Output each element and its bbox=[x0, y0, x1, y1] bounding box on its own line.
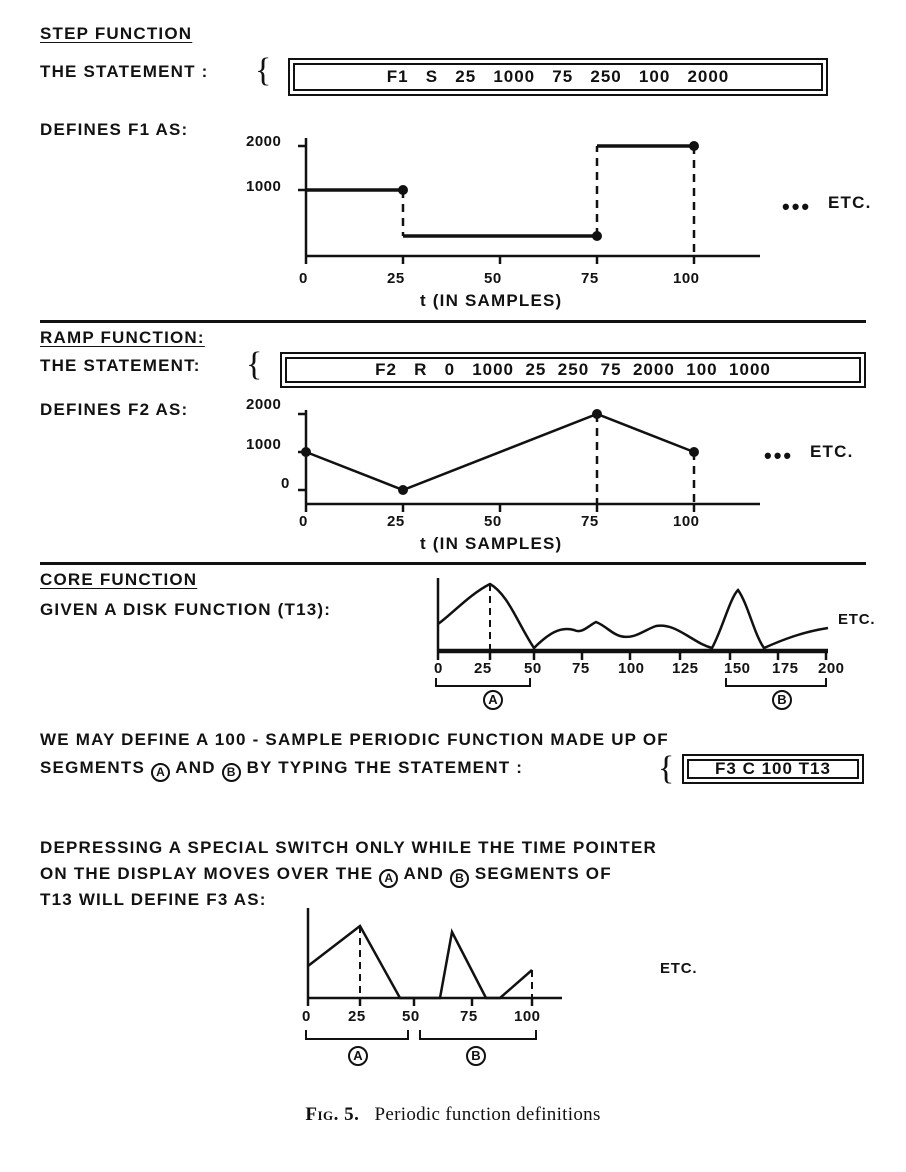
figure-caption-text: Periodic function definitions bbox=[374, 1104, 601, 1125]
ramp-xtick-25: 25 bbox=[387, 513, 405, 530]
disk-segment-a-badge: A bbox=[483, 690, 503, 710]
ramp-etc-dots: ••• bbox=[764, 443, 794, 468]
disk-xtick-100: 100 bbox=[618, 660, 645, 677]
disk-xtick-0: 0 bbox=[434, 660, 443, 677]
step-xtick-0: 0 bbox=[299, 270, 308, 287]
disk-xtick-75: 75 bbox=[572, 660, 590, 677]
step-xtick-25: 25 bbox=[387, 270, 405, 287]
step-defines-label: DEFINES F1 AS: bbox=[40, 120, 189, 139]
ramp-xtick-0: 0 bbox=[299, 513, 308, 530]
core-brace: { bbox=[658, 750, 675, 787]
core-segment-b-badge: B bbox=[222, 763, 241, 782]
core-segment-a-badge: A bbox=[151, 763, 170, 782]
core-switch-segment-b-badge: B bbox=[450, 869, 469, 888]
step-ytick-2000: 2000 bbox=[246, 133, 282, 150]
core-switch-line3: T13 WILL DEFINE F3 AS: bbox=[40, 890, 267, 909]
step-etc-label: ETC. bbox=[828, 193, 872, 212]
step-function-heading: STEP FUNCTION bbox=[40, 24, 193, 43]
step-xaxis-label: t (IN SAMPLES) bbox=[420, 291, 563, 310]
ramp-brace: { bbox=[246, 346, 263, 383]
step-brace: { bbox=[255, 52, 272, 89]
f3-xtick-50: 50 bbox=[402, 1008, 420, 1025]
core-switch-line2 bbox=[40, 864, 612, 888]
f3-xtick-25: 25 bbox=[348, 1008, 366, 1025]
step-statement-text: F1 S 25 1000 75 250 100 2000 bbox=[386, 67, 730, 86]
f3-segment-braces bbox=[300, 1030, 620, 1048]
core-given-label: GIVEN A DISK FUNCTION (T13): bbox=[40, 600, 332, 619]
figure-caption-label: Fig. 5. bbox=[305, 1104, 360, 1125]
ramp-statement-text: F2 R 0 1000 25 250 75 2000 100 1000 bbox=[375, 360, 771, 379]
disk-xtick-125: 125 bbox=[672, 660, 699, 677]
disk-xtick-150: 150 bbox=[724, 660, 751, 677]
ramp-statement-label: THE STATEMENT: bbox=[40, 356, 201, 375]
ramp-defines-label: DEFINES F2 AS: bbox=[40, 400, 189, 419]
step-ytick-1000: 1000 bbox=[246, 178, 282, 195]
ramp-xtick-100: 100 bbox=[673, 513, 700, 530]
f3-segment-a-badge: A bbox=[348, 1046, 368, 1066]
core-body-line2-mid: AND bbox=[175, 758, 216, 777]
disk-xtick-200: 200 bbox=[818, 660, 845, 677]
core-body-line2 bbox=[40, 758, 523, 782]
f3-xtick-75: 75 bbox=[460, 1008, 478, 1025]
core-body-line1: WE MAY DEFINE A 100 - SAMPLE PERIODIC FUNCTION MADE UP OF bbox=[40, 730, 669, 749]
core-switch-line2-post: SEGMENTS OF bbox=[474, 864, 612, 883]
ramp-ytick-1000: 1000 bbox=[246, 436, 282, 453]
ramp-ytick-0: 0 bbox=[281, 475, 290, 492]
disk-segment-b-badge: B bbox=[772, 690, 792, 710]
core-switch-line2-pre: ON THE DISPLAY MOVES OVER THE bbox=[40, 864, 374, 883]
disk-xtick-175: 175 bbox=[772, 660, 799, 677]
f3-xtick-0: 0 bbox=[302, 1008, 311, 1025]
step-statement-box bbox=[288, 58, 828, 96]
step-etc-dots: ••• bbox=[782, 194, 812, 219]
periodic-function-f3-chart bbox=[300, 906, 620, 1016]
f3-xtick-100: 100 bbox=[514, 1008, 541, 1025]
core-statement-text: F3 C 100 T13 bbox=[715, 759, 831, 778]
divider-1 bbox=[40, 320, 866, 323]
step-function-chart bbox=[240, 128, 780, 288]
step-statement-label: THE STATEMENT : bbox=[40, 62, 209, 81]
core-function-heading: CORE FUNCTION bbox=[40, 570, 198, 589]
step-xtick-75: 75 bbox=[581, 270, 599, 287]
f3-segment-b-badge: B bbox=[466, 1046, 486, 1066]
core-switch-line1: DEPRESSING A SPECIAL SWITCH ONLY WHILE THE TIME POINTER bbox=[40, 838, 657, 857]
ramp-etc-label: ETC. bbox=[810, 442, 854, 461]
divider-2 bbox=[40, 562, 866, 565]
ramp-xtick-75: 75 bbox=[581, 513, 599, 530]
disk-xtick-50: 50 bbox=[524, 660, 542, 677]
core-statement-box bbox=[682, 754, 864, 784]
core-body-line2-pre: SEGMENTS bbox=[40, 758, 146, 777]
ramp-function-heading: RAMP FUNCTION: bbox=[40, 328, 205, 347]
f3-etc-label: ETC. bbox=[660, 960, 698, 977]
ramp-xtick-50: 50 bbox=[484, 513, 502, 530]
ramp-statement-box bbox=[280, 352, 866, 388]
core-etc-label: ETC. bbox=[838, 611, 876, 628]
core-switch-line2-mid: AND bbox=[403, 864, 444, 883]
ramp-ytick-2000: 2000 bbox=[246, 396, 282, 413]
step-xtick-100: 100 bbox=[673, 270, 700, 287]
core-switch-segment-a-badge: A bbox=[379, 869, 398, 888]
disk-xtick-25: 25 bbox=[474, 660, 492, 677]
step-xtick-50: 50 bbox=[484, 270, 502, 287]
ramp-xaxis-label: t (IN SAMPLES) bbox=[420, 534, 563, 553]
figure-caption bbox=[0, 1104, 906, 1126]
core-body-line2-post: BY TYPING THE STATEMENT : bbox=[246, 758, 524, 777]
